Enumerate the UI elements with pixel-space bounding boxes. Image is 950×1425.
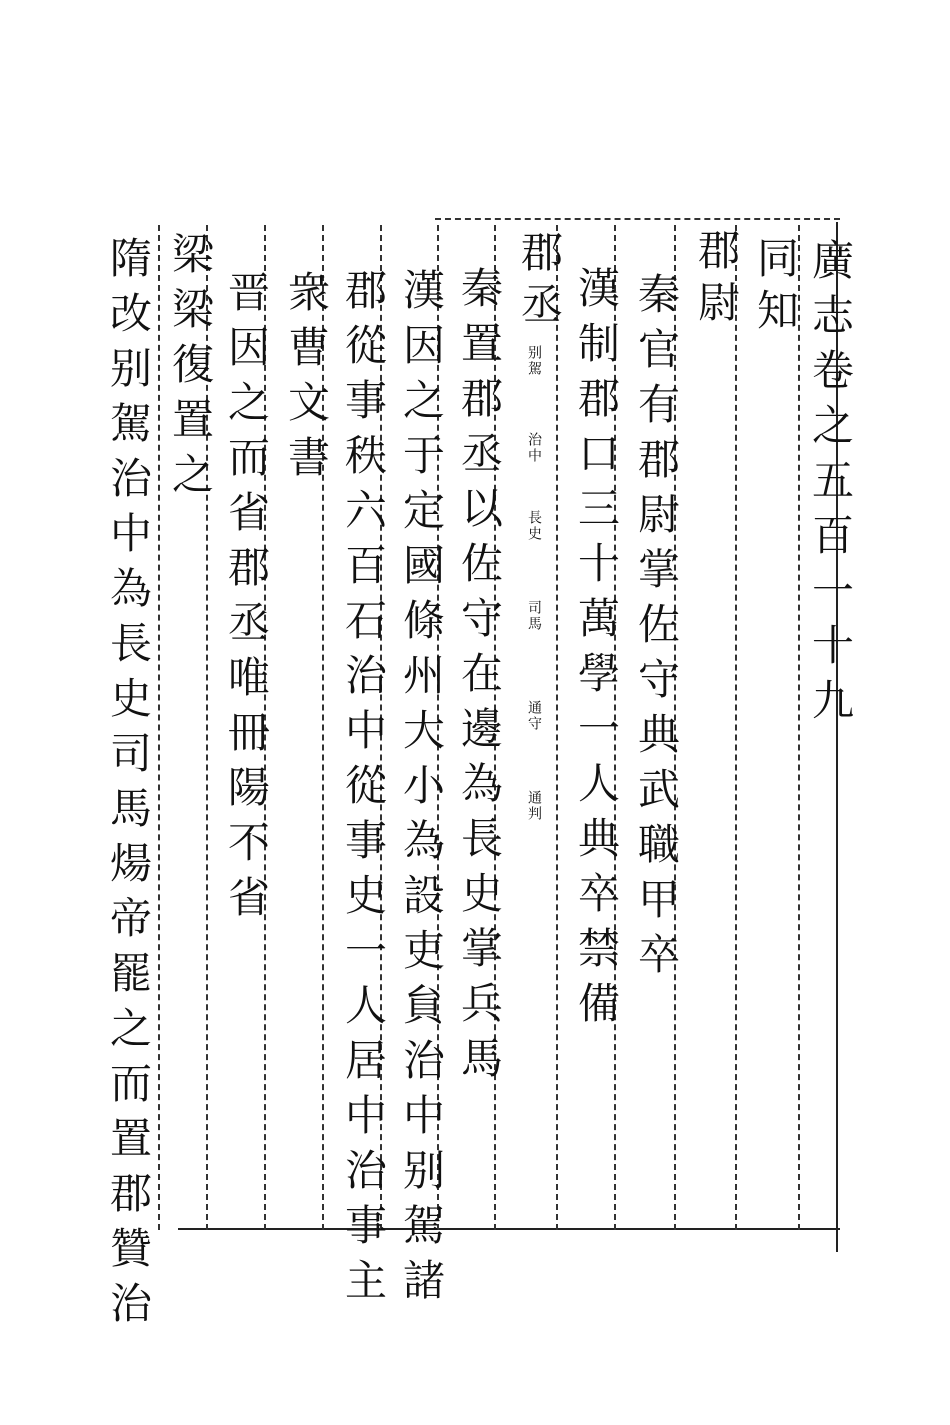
text-column-2: 郡尉 (692, 228, 741, 332)
text-column-9: 衆曹文書 (282, 270, 331, 490)
frame-bottom-border (178, 1228, 840, 1230)
text-column-7: 漢因之于定國條州大小為設吏貟治中别駕諸 (397, 268, 446, 1313)
text-column-8: 郡從事秩六百石治中從事史一人居中治事主 (339, 268, 388, 1313)
text-column-6: 秦置郡丞以佐守在邊為長史掌兵馬 (455, 266, 504, 1091)
annotation-note: 别駕 (526, 345, 542, 377)
column-divider (735, 225, 737, 1230)
frame-top-rule (435, 218, 840, 220)
text-column-3: 秦官有郡尉掌佐守典武職甲卒 (632, 272, 681, 987)
margin-title: 廣志卷之五百一十九 (806, 238, 855, 733)
annotation-note: 治中 (526, 432, 542, 464)
annotation-note: 長史 (526, 510, 542, 542)
annotation-note: 通判 (526, 790, 542, 822)
column-divider (556, 225, 558, 1230)
annotation-note: 通守 (526, 700, 542, 732)
text-column-12: 隋改别駕治中為長史司馬煬帝罷之而置郡贊治 (104, 236, 153, 1336)
text-column-10: 晋因之而省郡丞唯冊陽不省 (222, 270, 271, 930)
text-column-1: 同知 (751, 236, 800, 340)
text-column-4: 漢制郡口三十萬學一人典卒禁備 (572, 266, 621, 1036)
text-column-11: 梁梁復置之 (166, 232, 215, 507)
text-column-5-heading: 郡丞 (515, 230, 564, 334)
annotation-note: 司馬 (526, 600, 542, 632)
